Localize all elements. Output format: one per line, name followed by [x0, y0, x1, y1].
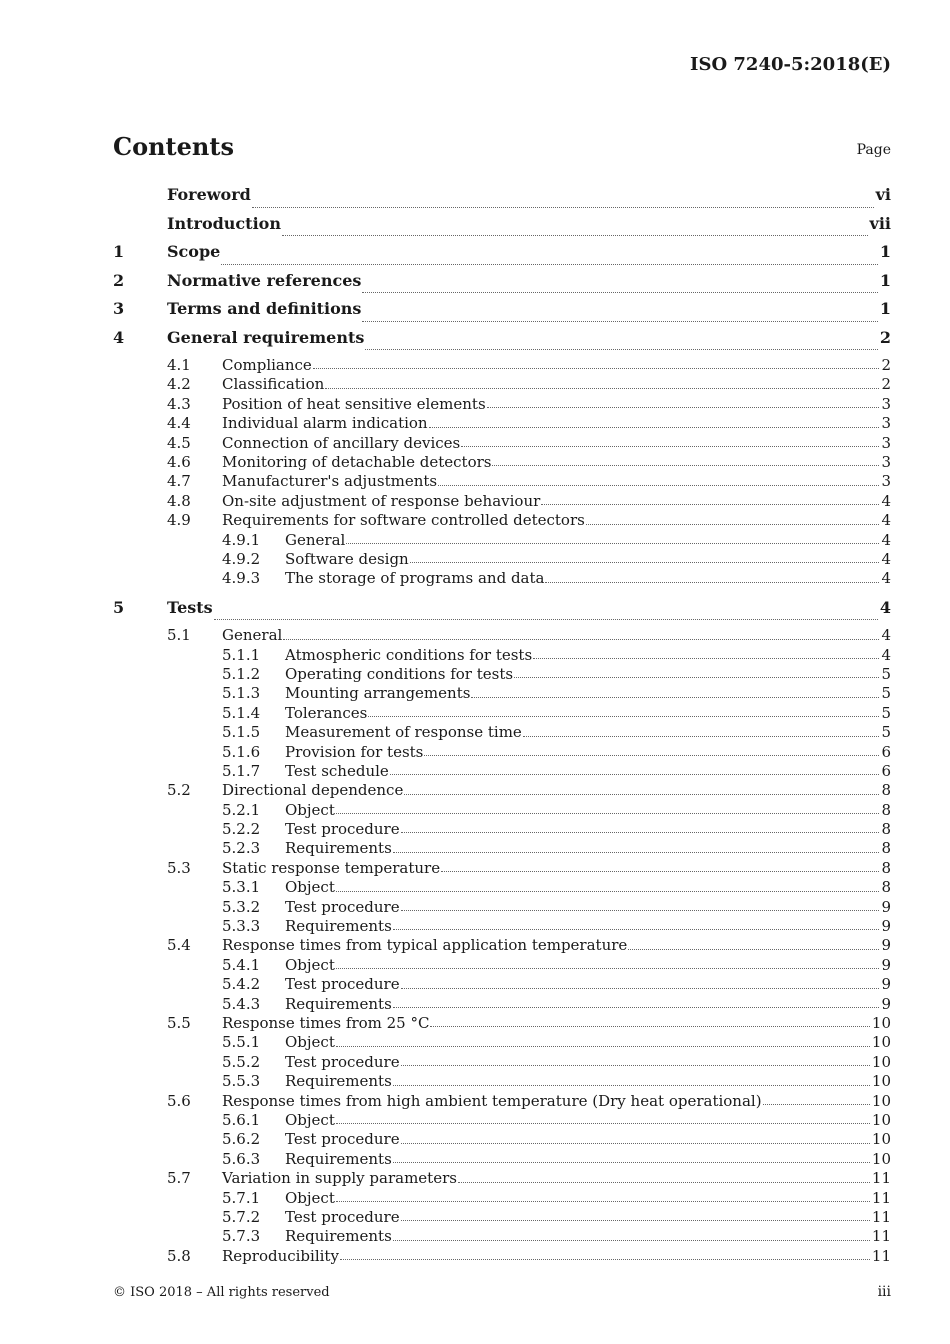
toc-entry[interactable] — [113, 859, 891, 878]
dot-leader — [313, 368, 880, 369]
toc-entry-page[interactable]: 9 — [881, 917, 891, 936]
dot-leader — [541, 504, 879, 505]
toc-entry-page[interactable]: 11 — [871, 1188, 891, 1207]
toc-entry-title[interactable]: Atmospheric conditions for tests — [285, 645, 533, 664]
toc-entry-number: 4.1 — [167, 356, 191, 374]
toc-entry-page[interactable]: 2 — [881, 375, 891, 394]
toc-entry-page[interactable]: 5 — [881, 703, 891, 722]
dot-leader — [401, 1065, 870, 1066]
toc-entry-page[interactable]: 4 — [881, 569, 891, 588]
toc-entry[interactable] — [113, 762, 891, 781]
toc-entry-number: 5.7.1 — [222, 1188, 261, 1207]
toc-entry[interactable] — [113, 598, 891, 627]
toc-entry-number: 5.6.2 — [222, 1130, 261, 1149]
dot-leader — [362, 321, 877, 322]
toc-entry-number: 5.4.2 — [222, 975, 261, 994]
toc-entry-title[interactable]: Object — [285, 955, 335, 974]
toc-entry-number: 5.1.7 — [222, 761, 261, 780]
toc-entry-number: 4.2 — [167, 375, 191, 394]
toc-entry-number: 5.6.1 — [222, 1110, 261, 1129]
toc-entry-page[interactable]: 3 — [881, 433, 891, 452]
toc-entry[interactable] — [113, 646, 891, 665]
toc-entry-number: 5.5.1 — [222, 1033, 261, 1052]
toc-entry-number: 4.7 — [167, 472, 191, 491]
dot-leader — [336, 891, 880, 892]
toc-entry-page[interactable]: 8 — [881, 800, 891, 819]
toc-entry[interactable] — [113, 917, 891, 936]
toc-entry-title[interactable]: Reproducibility — [222, 1246, 339, 1265]
toc-entry[interactable] — [113, 1053, 891, 1072]
toc-entry-title[interactable]: Provision for tests — [285, 742, 424, 761]
toc-entry-page[interactable]: 8 — [881, 878, 891, 897]
toc-entry-page[interactable]: 3 — [881, 394, 891, 413]
toc-entry-title[interactable]: General — [285, 530, 346, 549]
toc-entry[interactable] — [113, 1111, 891, 1130]
toc-entry-page[interactable]: 2 — [881, 356, 891, 374]
toc-entry-page[interactable]: 3 — [881, 472, 891, 491]
toc-entry-page[interactable]: 10 — [871, 1072, 891, 1091]
document-id: ISO 7240-5:2018(E) — [690, 54, 891, 75]
dot-leader — [336, 813, 880, 814]
dot-leader — [393, 1085, 870, 1086]
dot-leader — [533, 658, 879, 659]
toc-entry-title[interactable]: Requirements — [285, 917, 392, 936]
page-column-label: Page — [856, 142, 891, 158]
toc-entry-number: 5.2.2 — [222, 820, 261, 839]
toc-entry[interactable] — [113, 328, 891, 357]
toc-entry[interactable] — [113, 626, 891, 645]
toc-entry-page[interactable]: 3 — [881, 414, 891, 433]
toc-entry-number: 5.1.3 — [222, 684, 261, 703]
toc-entry-title[interactable]: Object — [285, 1110, 335, 1129]
dot-leader — [429, 427, 880, 428]
dot-leader — [545, 582, 879, 583]
dot-leader — [458, 1182, 870, 1183]
toc-entry-number: 5.5.2 — [222, 1052, 261, 1071]
dot-leader — [336, 1123, 870, 1124]
toc-entry-title[interactable]: Test procedure — [285, 1130, 400, 1149]
toc-entry-title[interactable]: Tests — [167, 597, 213, 617]
toc-entry[interactable] — [113, 1130, 891, 1149]
toc-entry-number: 5.4.3 — [222, 994, 261, 1013]
toc-entry[interactable] — [113, 1189, 891, 1208]
toc-entry-title[interactable]: Requirements — [285, 839, 392, 858]
dot-leader — [471, 697, 879, 698]
toc-entry[interactable] — [113, 1208, 891, 1227]
toc-entry[interactable] — [113, 898, 891, 917]
toc-entry-title[interactable]: Operating conditions for tests — [285, 664, 514, 683]
toc-entry-number: 4.5 — [167, 433, 191, 452]
toc-entry-title[interactable]: Test procedure — [285, 975, 400, 994]
toc-entry-title[interactable]: Manufacturer's adjustments — [222, 472, 438, 491]
toc-entry-page[interactable]: vi — [875, 185, 891, 204]
toc-entry-page[interactable]: 4 — [881, 530, 891, 549]
toc-entry-title[interactable]: Variation in supply parameters — [222, 1169, 457, 1188]
toc-entry[interactable] — [113, 434, 891, 453]
toc-entry[interactable] — [113, 801, 891, 820]
toc-entry-title[interactable]: Monitoring of detachable detectors — [222, 452, 492, 471]
toc-entry-number: 4.6 — [167, 452, 191, 471]
toc-entry[interactable] — [113, 550, 891, 569]
toc-entry-title[interactable]: Test procedure — [285, 1207, 400, 1226]
toc-entry-page[interactable]: 4 — [881, 549, 891, 568]
toc-entry-page[interactable]: 8 — [881, 820, 891, 839]
dot-leader — [393, 929, 880, 930]
toc-entry-title[interactable]: Position of heat sensitive elements — [222, 394, 486, 413]
toc-entry-number: 4.8 — [167, 491, 191, 510]
dot-leader — [365, 349, 878, 350]
toc-entry-page[interactable]: 10 — [871, 1130, 891, 1149]
toc-entry[interactable] — [113, 878, 891, 897]
toc-entry[interactable] — [113, 214, 891, 243]
toc-entry-number: 2 — [113, 270, 125, 290]
toc-entry[interactable] — [113, 723, 891, 742]
toc-entry-number: 5.7.2 — [222, 1207, 261, 1226]
dot-leader — [424, 755, 879, 756]
toc-entry-title[interactable]: Classification — [222, 375, 325, 394]
dot-leader — [336, 1046, 870, 1047]
toc-entry-number: 5.1.5 — [222, 723, 261, 742]
toc-entry-page[interactable]: 11 — [871, 1207, 891, 1226]
toc-entry-page[interactable]: 6 — [881, 742, 891, 761]
dot-leader — [283, 639, 879, 640]
dot-leader — [401, 832, 880, 833]
toc-entry-page[interactable]: 10 — [871, 1091, 891, 1110]
toc-entry[interactable] — [113, 1150, 891, 1169]
dot-leader — [336, 1201, 870, 1202]
dot-leader — [401, 1220, 870, 1221]
toc-entry-title[interactable]: Directional dependence — [222, 781, 404, 800]
dot-leader — [325, 388, 879, 389]
toc-entry-number: 4.9.3 — [222, 569, 261, 588]
dot-leader — [401, 988, 880, 989]
toc-entry-title[interactable]: Object — [285, 878, 335, 897]
toc-entry[interactable] — [113, 395, 891, 414]
toc-entry-title[interactable]: Static response temperature — [222, 858, 441, 877]
toc-entry-number: 5.8 — [167, 1246, 191, 1265]
table-of-contents — [113, 185, 891, 1266]
toc-entry-title[interactable]: Individual alarm indication — [222, 414, 428, 433]
toc-entry[interactable] — [113, 242, 891, 271]
toc-entry-title[interactable]: Normative references — [167, 270, 362, 290]
toc-entry-page[interactable]: 8 — [881, 781, 891, 800]
toc-entry-number: 5.3.3 — [222, 917, 261, 936]
toc-entry-number: 5.1.2 — [222, 664, 261, 683]
toc-entry-page[interactable]: 1 — [879, 270, 891, 290]
toc-entry-title[interactable]: Response times from typical application temperature — [222, 936, 628, 955]
toc-entry-number: 4 — [113, 327, 125, 347]
toc-entry[interactable] — [113, 956, 891, 975]
dot-leader — [393, 852, 880, 853]
toc-entry-page[interactable]: 4 — [881, 511, 891, 530]
toc-entry-page[interactable]: 1 — [879, 299, 891, 318]
toc-entry-title[interactable]: Object — [285, 1188, 335, 1207]
toc-entry-page[interactable]: 11 — [871, 1246, 891, 1265]
toc-entry-page[interactable]: 6 — [881, 761, 891, 780]
toc-entry-title[interactable]: Response times from 25 °C — [222, 1014, 430, 1032]
toc-entry[interactable] — [113, 704, 891, 723]
toc-entry-page[interactable]: 8 — [881, 839, 891, 858]
toc-entry-title[interactable]: Mounting arrangements — [285, 684, 471, 703]
toc-entry-title[interactable]: Terms and definitions — [167, 299, 362, 318]
toc-entry[interactable] — [113, 569, 891, 588]
dot-leader — [763, 1104, 870, 1105]
toc-entry[interactable] — [113, 356, 891, 375]
toc-entry-page[interactable]: 11 — [871, 1169, 891, 1188]
toc-entry-number: 5.1.1 — [222, 645, 261, 664]
toc-entry-page[interactable]: 10 — [871, 1014, 891, 1032]
toc-entry-title[interactable]: Foreword — [167, 185, 251, 204]
toc-entry-number: 5 — [113, 597, 125, 617]
toc-entry-page[interactable]: 4 — [881, 491, 891, 510]
toc-entry-number: 5.7 — [167, 1169, 191, 1188]
toc-entry-page[interactable]: 9 — [881, 897, 891, 916]
dot-leader — [628, 949, 879, 950]
toc-entry-page[interactable]: 4 — [881, 645, 891, 664]
toc-entry[interactable] — [113, 743, 891, 762]
toc-entry[interactable] — [113, 271, 891, 300]
toc-entry[interactable] — [113, 936, 891, 955]
toc-entry-page[interactable]: 10 — [871, 1052, 891, 1071]
toc-entry-title[interactable]: General requirements — [167, 327, 365, 347]
toc-entry-title[interactable]: Requirements — [285, 1227, 392, 1246]
toc-entry-number: 5.2.1 — [222, 800, 261, 819]
toc-entry-number: 5.5 — [167, 1014, 191, 1032]
toc-entry[interactable] — [113, 472, 891, 491]
dot-leader — [438, 485, 879, 486]
toc-entry[interactable] — [113, 975, 891, 994]
toc-entry[interactable] — [113, 1169, 891, 1188]
footer-page-number: iii — [877, 1284, 891, 1300]
toc-entry-page[interactable]: 2 — [879, 327, 891, 347]
toc-entry[interactable] — [113, 511, 891, 530]
toc-entry-title[interactable]: Test procedure — [285, 1052, 400, 1071]
toc-entry-number: 5.6 — [167, 1091, 191, 1110]
toc-entry-number: 4.9.2 — [222, 549, 261, 568]
toc-entry-title[interactable]: Test procedure — [285, 820, 400, 839]
toc-entry-title[interactable]: Requirements — [285, 1072, 392, 1091]
toc-entry[interactable] — [113, 684, 891, 703]
toc-entry-number: 4.9.1 — [222, 530, 261, 549]
toc-entry-title[interactable]: Requirements for software controlled detectors — [222, 511, 585, 530]
toc-entry-number: 1 — [113, 242, 125, 261]
footer-copyright: © ISO 2018 – All rights reserved — [113, 1285, 330, 1300]
toc-entry[interactable] — [113, 185, 891, 214]
dot-leader — [441, 871, 879, 872]
dot-leader — [393, 1162, 870, 1163]
dot-leader — [487, 407, 880, 408]
toc-entry-page[interactable]: 5 — [881, 684, 891, 703]
dot-leader — [514, 677, 879, 678]
toc-entry-page[interactable]: 5 — [881, 723, 891, 742]
toc-entry-title[interactable]: Measurement of response time — [285, 723, 522, 742]
toc-entry-number: 3 — [113, 299, 125, 318]
toc-entry-number: 5.3.1 — [222, 878, 261, 897]
dot-leader — [214, 619, 878, 620]
toc-entry-title[interactable]: Software design — [285, 549, 409, 568]
toc-entry-title[interactable]: Requirements — [285, 994, 392, 1013]
dot-leader — [368, 716, 879, 717]
dot-leader — [523, 736, 880, 737]
toc-entry-number: 5.1.4 — [222, 703, 261, 722]
dot-leader — [461, 446, 879, 447]
toc-entry-number: 5.4 — [167, 936, 191, 955]
toc-entry-page[interactable]: 1 — [879, 242, 891, 261]
toc-entry-title[interactable]: Test procedure — [285, 897, 400, 916]
toc-entry-page[interactable]: 10 — [871, 1033, 891, 1052]
toc-entry-page[interactable]: 4 — [879, 597, 891, 617]
toc-entry-title[interactable]: Introduction — [167, 213, 281, 233]
toc-entry-number: 5.5.3 — [222, 1072, 261, 1091]
toc-entry[interactable] — [113, 299, 891, 328]
toc-entry-title[interactable]: Connection of ancillary devices — [222, 433, 461, 452]
toc-entry[interactable] — [113, 839, 891, 858]
toc-entry[interactable] — [113, 1247, 891, 1266]
toc-entry-title[interactable]: Tolerances — [285, 703, 368, 722]
toc-entry[interactable] — [113, 1033, 891, 1052]
toc-entry[interactable] — [113, 453, 891, 472]
dot-leader — [282, 235, 868, 236]
dot-leader — [393, 1240, 870, 1241]
toc-entry-number: 4.3 — [167, 394, 191, 413]
toc-entry[interactable] — [113, 531, 891, 550]
toc-entry[interactable] — [113, 492, 891, 511]
toc-entry-number: 5.6.3 — [222, 1149, 261, 1168]
toc-entry[interactable] — [113, 1014, 891, 1033]
toc-entry-title[interactable]: Compliance — [222, 356, 312, 374]
dot-leader — [336, 968, 880, 969]
toc-entry-title[interactable]: General — [222, 626, 283, 645]
toc-entry-title[interactable]: Requirements — [285, 1149, 392, 1168]
toc-entry-page[interactable]: vii — [869, 213, 891, 233]
toc-entry-page[interactable]: 10 — [871, 1149, 891, 1168]
toc-entry-title[interactable]: Object — [285, 1033, 335, 1052]
toc-entry-number: 5.2.3 — [222, 839, 261, 858]
dot-leader — [346, 543, 879, 544]
dot-leader — [410, 562, 880, 563]
toc-entry-title[interactable]: Scope — [167, 242, 221, 261]
dot-leader — [401, 910, 880, 911]
toc-entry[interactable] — [113, 1092, 891, 1111]
toc-entry-number: 5.4.1 — [222, 955, 261, 974]
toc-entry-page[interactable]: 9 — [881, 955, 891, 974]
toc-entry-page[interactable]: 11 — [871, 1227, 891, 1246]
toc-entry[interactable] — [113, 665, 891, 684]
dot-leader — [390, 774, 880, 775]
toc-entry-page[interactable]: 9 — [881, 975, 891, 994]
dot-leader — [362, 292, 877, 293]
page-title: Contents — [113, 132, 234, 161]
toc-entry-number: 4.9 — [167, 511, 191, 530]
toc-entry-number: 5.3 — [167, 858, 191, 877]
toc-entry-title[interactable]: The storage of programs and data — [285, 569, 545, 588]
toc-entry-number: 5.3.2 — [222, 897, 261, 916]
toc-entry[interactable] — [113, 820, 891, 839]
toc-entry-title[interactable]: Response times from high ambient temperature (Dry heat operational) — [222, 1091, 762, 1110]
toc-entry-title[interactable]: Test schedule — [285, 761, 389, 780]
toc-entry-page[interactable]: 5 — [881, 664, 891, 683]
toc-entry-page[interactable]: 8 — [881, 858, 891, 877]
toc-entry-page[interactable]: 4 — [881, 626, 891, 645]
toc-entry-title[interactable]: On-site adjustment of response behaviour — [222, 491, 541, 510]
toc-entry[interactable] — [113, 995, 891, 1014]
dot-leader — [401, 1143, 870, 1144]
toc-entry-title[interactable]: Object — [285, 800, 335, 819]
toc-entry[interactable] — [113, 414, 891, 433]
dot-leader — [221, 264, 878, 265]
toc-entry-page[interactable]: 3 — [881, 452, 891, 471]
toc-entry-page[interactable]: 9 — [881, 994, 891, 1013]
toc-entry[interactable] — [113, 375, 891, 394]
dot-leader — [492, 465, 879, 466]
toc-entry-number: 5.2 — [167, 781, 191, 800]
dot-leader — [586, 524, 880, 525]
toc-entry[interactable] — [113, 1227, 891, 1246]
toc-entry[interactable] — [113, 781, 891, 800]
toc-entry-number: 5.7.3 — [222, 1227, 261, 1246]
toc-entry-page[interactable]: 9 — [881, 936, 891, 955]
dot-leader — [252, 207, 874, 208]
dot-leader — [404, 794, 879, 795]
toc-entry-number: 5.1.6 — [222, 742, 261, 761]
toc-entry-page[interactable]: 10 — [871, 1110, 891, 1129]
toc-entry[interactable] — [113, 1072, 891, 1091]
dot-leader — [430, 1026, 869, 1027]
toc-entry-number: 4.4 — [167, 414, 191, 433]
toc-entry-number: 5.1 — [167, 626, 191, 645]
dot-leader — [393, 1007, 880, 1008]
dot-leader — [340, 1259, 870, 1260]
